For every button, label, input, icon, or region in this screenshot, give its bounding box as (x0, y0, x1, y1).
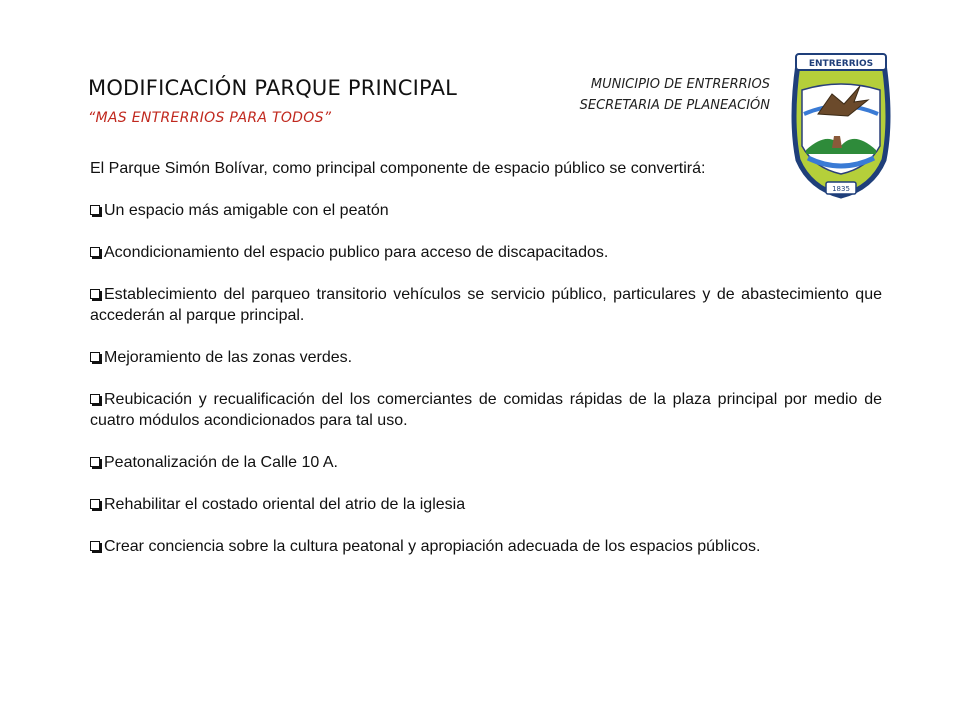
list-item-text: Mejoramiento de las zonas verdes. (104, 349, 353, 366)
list-item (90, 389, 882, 431)
checkbox-bullet-icon (90, 247, 100, 257)
list-item-text: Reubicación y recualificación del los comerciantes de comidas rápidas de la plaza principal por medio de cuatro módulos acondicionados para tal uso. (90, 391, 882, 429)
checkbox-bullet-icon (90, 541, 100, 551)
department-name: SECRETARIA DE PLANEACIÓN (579, 98, 770, 113)
list-item (90, 347, 882, 368)
crest-banner-text: ENTRERRIOS (808, 59, 874, 69)
list-item (90, 200, 882, 221)
checkbox-bullet-icon (90, 289, 100, 299)
list-item-text: Establecimiento del parqueo transitorio vehículos se servicio público, particulares y de abastecimiento que accederán al parque principal. (90, 286, 882, 324)
list-item (90, 242, 882, 263)
list-item-text: Rehabilitar el costado oriental del atrio de la iglesia (104, 496, 466, 513)
municipality-name: MUNICIPIO DE ENTRERRIOS (590, 77, 770, 92)
checkbox-bullet-icon (90, 352, 100, 362)
list-item (90, 452, 882, 473)
crest-year-text: 1835 (832, 185, 850, 193)
list-item (90, 536, 882, 557)
slogan: “MAS ENTRERRIOS PARA TODOS” (88, 110, 332, 126)
checkbox-bullet-icon (90, 394, 100, 404)
checkbox-bullet-icon (90, 205, 100, 215)
list-item-text: Crear conciencia sobre la cultura peatonal y apropiación adecuada de los espacios públicos. (104, 538, 761, 555)
list-item-text: Acondicionamiento del espacio publico para acceso de discapacitados. (104, 244, 609, 261)
objectives-list (90, 200, 882, 557)
list-item-text: Peatonalización de la Calle 10 A. (104, 454, 338, 471)
page-title: MODIFICACIÓN PARQUE PRINCIPAL (88, 76, 458, 100)
checkbox-bullet-icon (90, 457, 100, 467)
list-item (90, 494, 882, 515)
checkbox-bullet-icon (90, 499, 100, 509)
organization-info (580, 74, 770, 116)
content-body (90, 158, 882, 578)
list-item-text: Un espacio más amigable con el peatón (104, 202, 389, 219)
list-item (90, 284, 882, 326)
intro-text: El Parque Simón Bolívar, como principal componente de espacio público se convertirá: (90, 160, 706, 177)
